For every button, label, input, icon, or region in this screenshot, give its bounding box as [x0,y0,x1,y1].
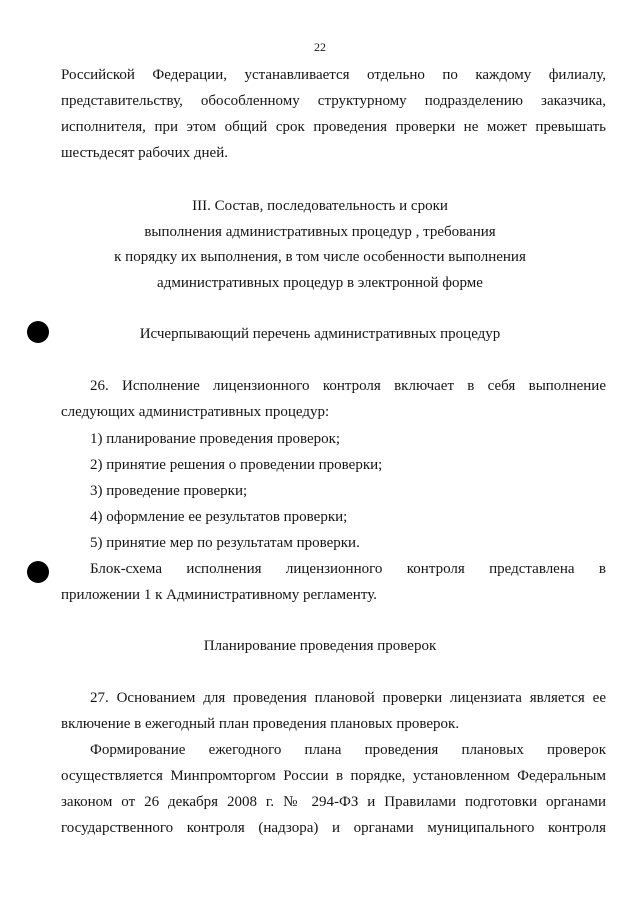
subheading: Планирование проведения проверок [203,638,437,654]
paragraph-line: представительству, обособленному структурному подразделению заказчика, [61,93,606,109]
list-item: 4) оформление ее результатов проверки; [90,509,348,525]
paragraph-line: шестьдесят рабочих дней. [61,145,228,161]
list-item: 1) планирование проведения проверок; [90,431,341,447]
list-item: 2) принятие решения о проведении проверки; [90,457,383,473]
paragraph-line: государственного контроля (надзора) и органами муниципального контроля [61,820,606,836]
paragraph-line: законом от 26 декабря 2008 г. № 294-ФЗ и Правилами подготовки органами [61,794,606,810]
paragraph-line: включение в ежегодный план проведения плановых проверок. [61,716,460,732]
paragraph-line: исполнителя, при этом общий срок проведения проверки не может превышать [61,119,606,135]
page-number: 22 [314,40,326,54]
section-heading-line: III. Состав, последовательность и сроки [192,198,448,214]
list-item: 3) проведение проверки; [90,483,248,499]
paragraph-line: Формирование ежегодного плана проведения плановых проверок [90,742,606,758]
paragraph-line: Российской Федерации, устанавливается отдельно по каждому филиалу, [61,67,606,83]
paragraph-line: 26. Исполнение лицензионного контроля включает в себя выполнение [90,378,606,394]
section-heading-line: к порядку их выполнения, в том числе особенности выполнения [114,249,526,265]
paragraph-line: Блок-схема исполнения лицензионного контроля представлена в [90,561,606,577]
paragraph-line: 27. Основанием для проведения плановой проверки лицензиата является ее [90,690,606,706]
paragraph-line: следующих административных процедур: [61,404,330,420]
section-heading-line: административных процедур в электронной форме [157,275,483,291]
subheading: Исчерпывающий перечень административных процедур [139,326,501,342]
punch-hole-icon [27,561,49,583]
paragraph-line: осуществляется Минпромторгом России в порядке, установленном Федеральным [61,768,606,784]
paragraph-line: приложении 1 к Административному регламенту. [61,587,377,603]
list-item: 5) принятие мер по результатам проверки. [90,535,360,551]
section-heading-line: выполнения административных процедур , требования [144,224,496,240]
